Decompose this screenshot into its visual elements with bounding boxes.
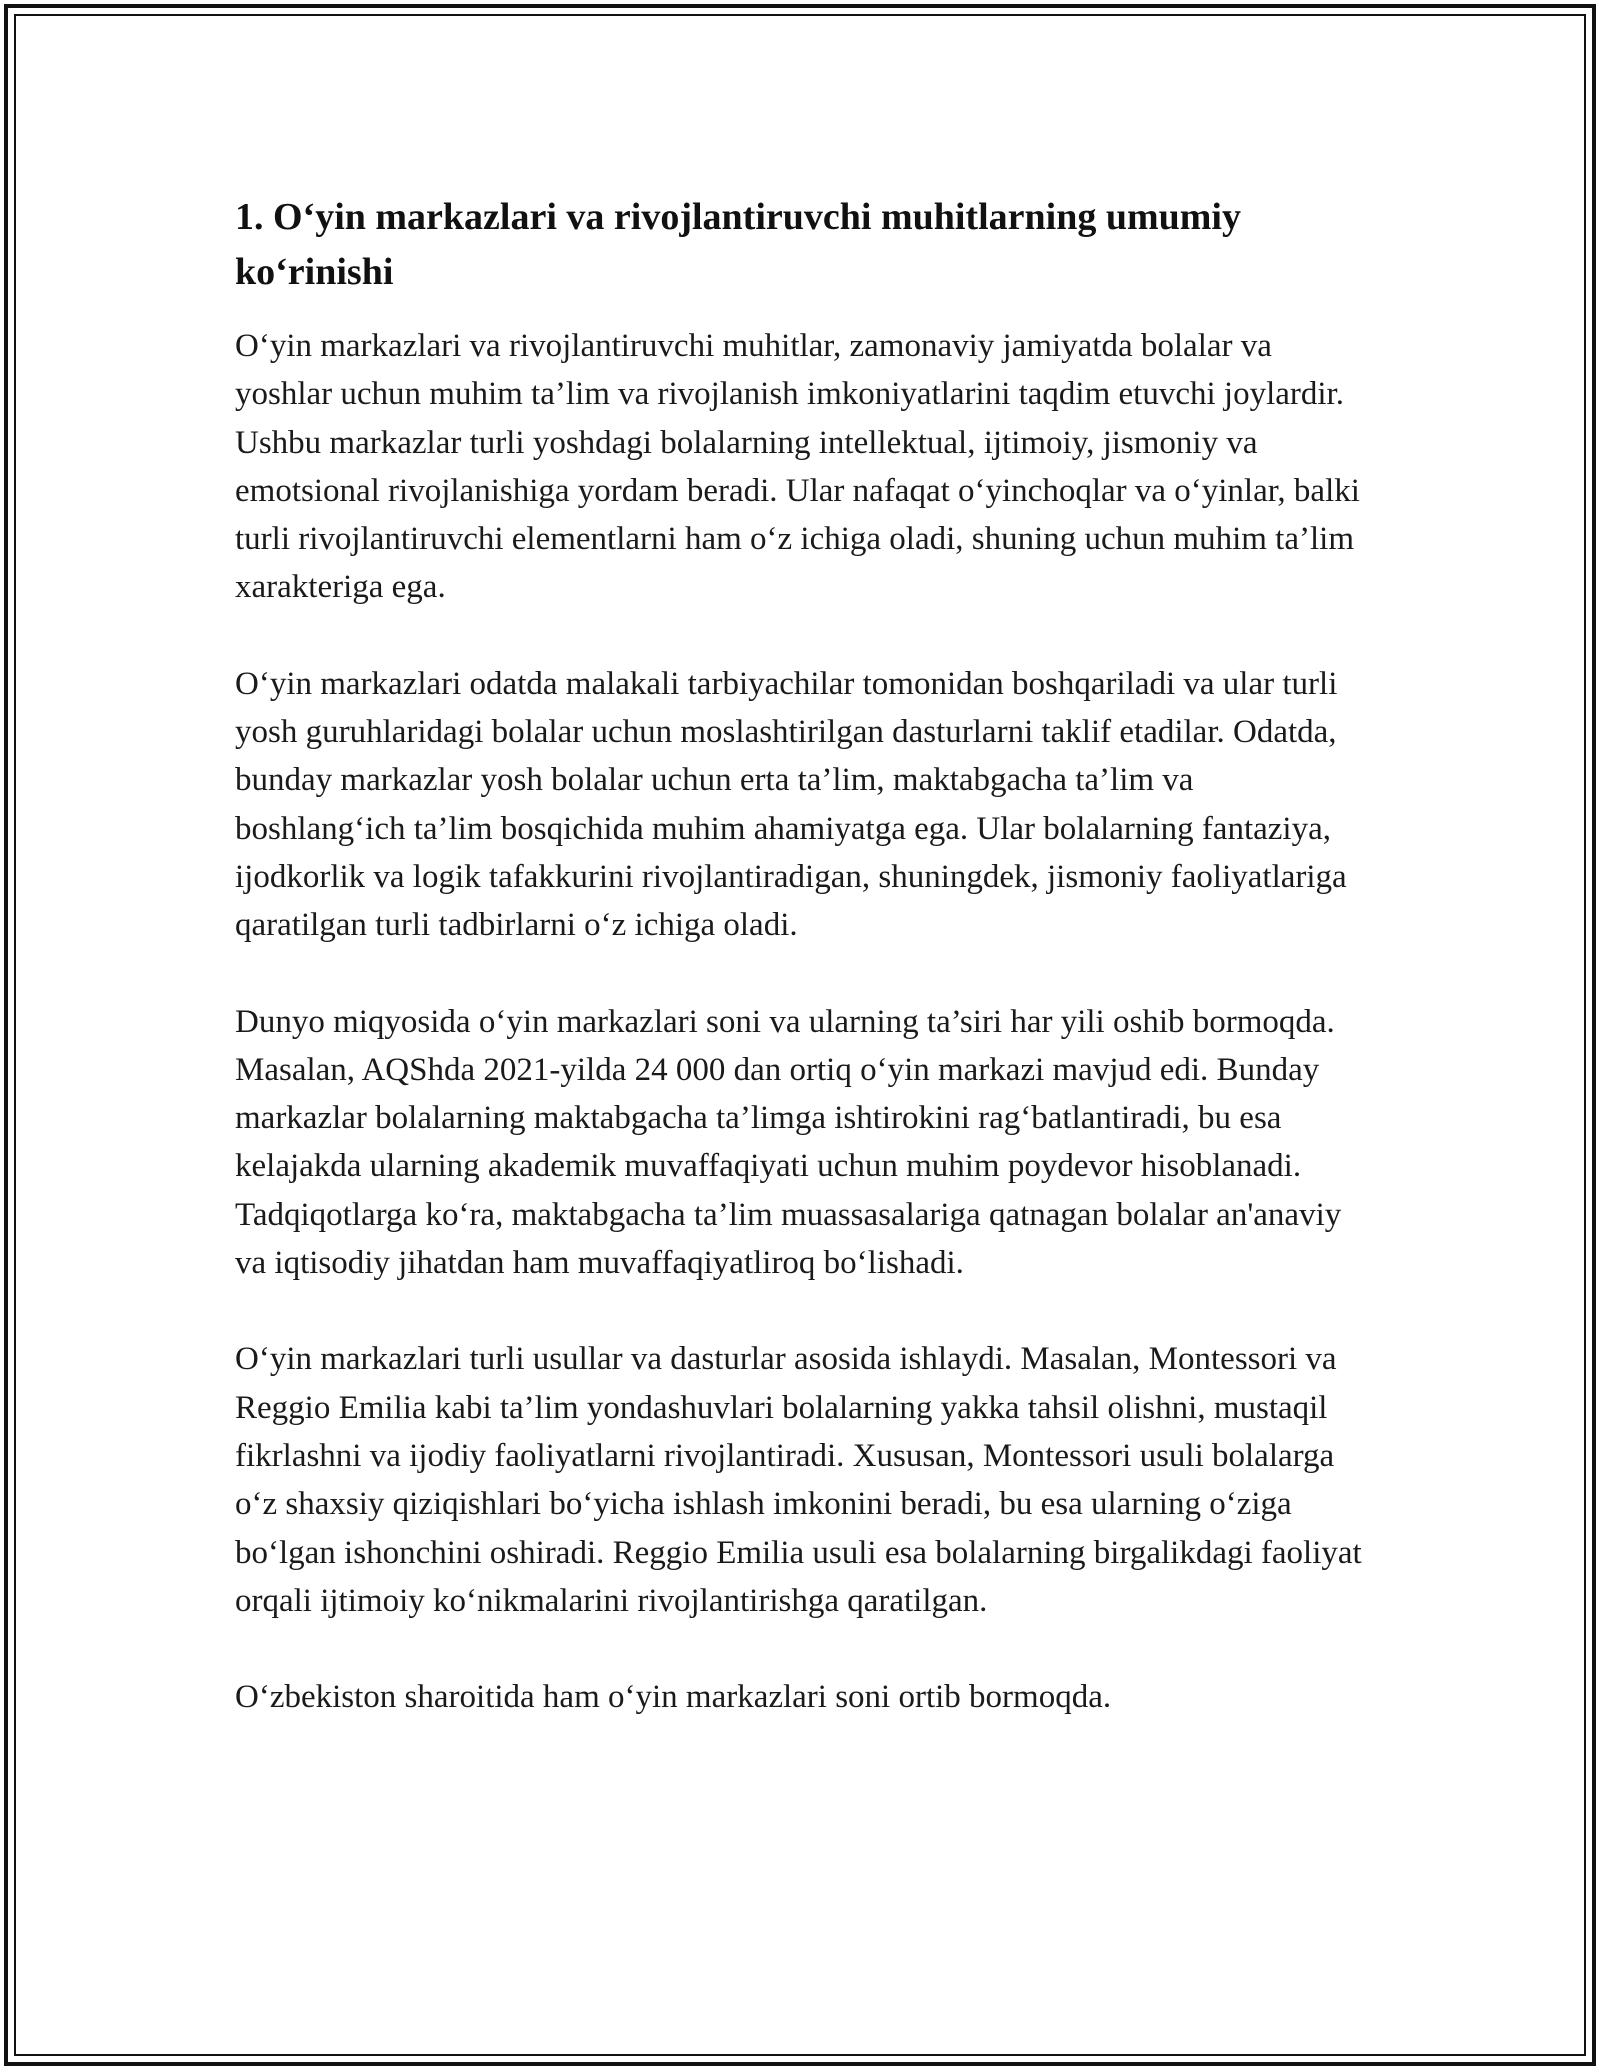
paragraph-3: Dunyo miqyosida o‘yin markazlari soni va ularning ta’siri har yili oshib bormoqda. Masalan, AQShda 2021-yilda 24 000 dan ortiq o‘yin markazi mavjud edi. Bunday markazlar bolalarning maktabgacha ta’limga ishtirokini rag‘batlantiradi, bu esa kelajakda ularning akademik muvaffaqiyati uchun muhim poydevor hisoblanadi. Tadqiqotlarga ko‘ra, maktabgacha ta’lim muassasalariga qatnagan bolalar an'anaviy va iqtisodiy jihatdan ham muvaffaqiyatliroq bo‘lishadi.: [235, 1003, 1342, 1282]
document-body: [235, 190, 1365, 1769]
paragraph-1: O‘yin markazlari va rivojlantiruvchi muhitlar, zamonaviy jamiyatda bolalar va yoshlar uchun muhim ta’lim va rivojlanish imkoniyatlarini taqdim etuvchi joylardir. Ushbu markazlar turli yoshdagi bolalarning intellektual, ijtimoiy, jismoniy va emotsional rivojlanishiga yordam beradi. Ular nafaqat o‘yinchoqlar va o‘yinlar, balki turli rivojlantiruvchi elementlarni ham o‘z ichiga oladi, shuning uchun muhim ta’lim xarakteriga ega.: [235, 328, 1360, 606]
paragraph-5: O‘zbekiston sharoitida ham o‘yin markazlari soni ortib bormoqda.: [235, 1679, 1112, 1716]
paragraph-2: O‘yin markazlari odatda malakali tarbiyachilar tomonidan boshqariladi va ular turli yosh guruhlaridagi bolalar uchun moslashtirilgan dasturlarni taklif etadilar. Odatda, bunday markazlar yosh bolalar uchun erta ta’lim, maktabgacha ta’lim va boshlang‘ich ta’lim bosqichida muhim ahamiyatga ega. Ular bolalarning fantaziya, ijodkorlik va logik tafakkurini rivojlantiradigan, shuningdek, jismoniy faoliyatlariga qaratilgan turli tadbirlarni o‘z ichiga oladi.: [235, 665, 1347, 944]
section-heading: 1. O‘yin markazlari va rivojlantiruvchi muhitlarning umumiy ko‘rinishi: [235, 196, 1241, 293]
paragraph-4: O‘yin markazlari turli usullar va dasturlar asosida ishlaydi. Masalan, Montessori va Reggio Emilia kabi ta’lim yondashuvlari bolalarning yakka tahsil olishni, mustaqil fikrlashni va ijodiy faoliyatlarni rivojlantiradi. Xususan, Montessori usuli bolalarga o‘z shaxsiy qiziqishlari bo‘yicha ishlash imkonini beradi, bu esa ularning o‘ziga bo‘lgan ishonchini oshiradi. Reggio Emilia usuli esa bolalarning birgalikdagi faoliyat orqali ijtimoiy ko‘nikmalarini rivojlantirishga qaratilgan.: [235, 1341, 1362, 1619]
